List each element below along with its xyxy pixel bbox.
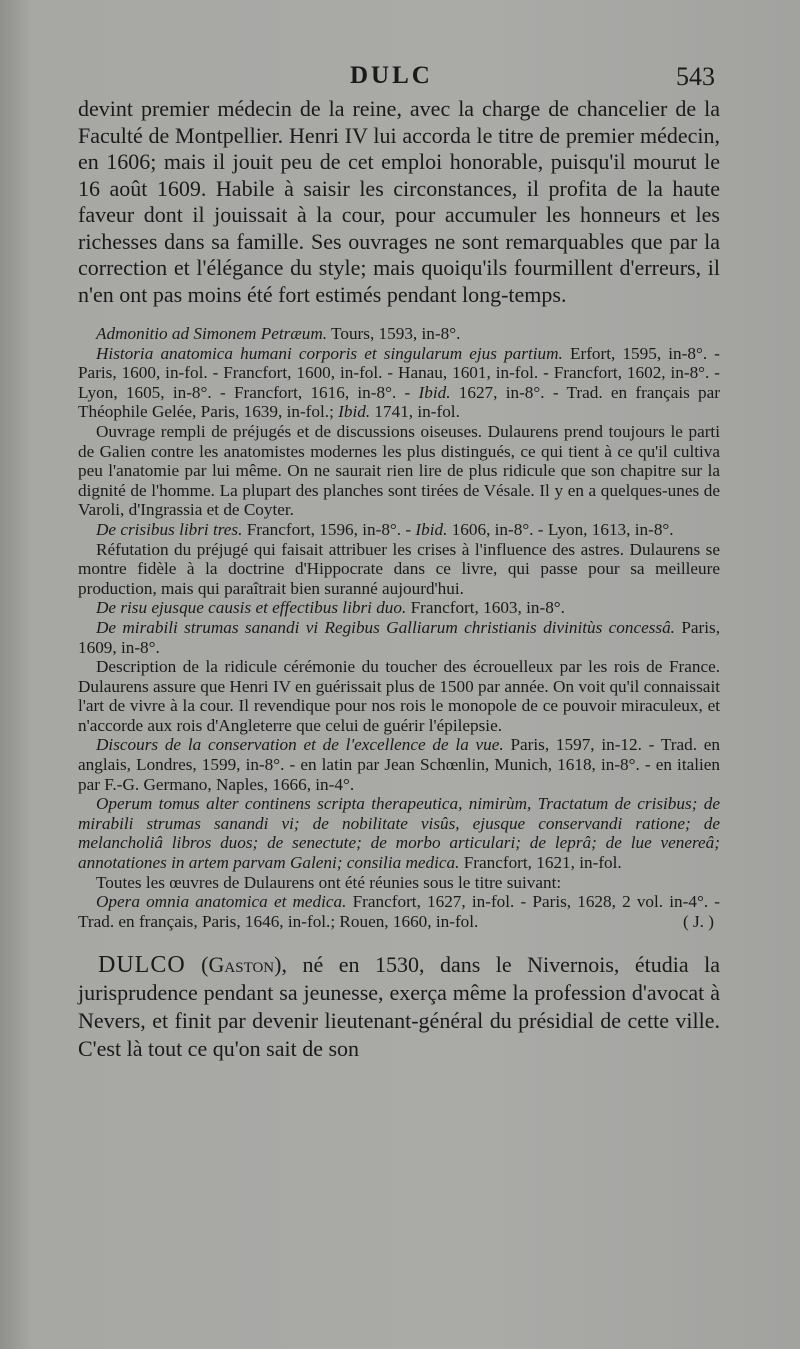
bibliography-entry xyxy=(78,735,720,794)
entry-title: Admonitio ad Simonem Petræum. xyxy=(96,324,328,343)
bibliography-entry xyxy=(78,520,720,540)
lead-paragraph: devint premier médecin de la reine, avec la charge de chancelier de la Faculté de Montpellier. Henri IV lui accorda le titre de premier médecin, en 1606; mais il jouit peu de cet emploi honorable, puisqu'il mourut le 16 août 1609. Habile à saisir les circonstances, il profita de la haute faveur dont il jouissait à la cour, pour accumuler les honneurs et les richesses dans sa famille. Ses ouvrages ne sont remarquables que par la correction et l'élégance du style; mais quoiqu'ils fourmillent d'erreurs, il n'en ont pas moins été fort estimés pendant long-temps. xyxy=(78,96,720,307)
entry-details: Francfort, 1621, in-fol. xyxy=(459,853,622,873)
page-number: 543 xyxy=(676,62,715,91)
bibliography-entry xyxy=(78,618,720,657)
entry-details: Francfort, 1603, in-8°. xyxy=(406,598,565,618)
bibliography-entry xyxy=(78,344,720,422)
entry-ibid: Ibid. xyxy=(338,402,371,422)
entry-ibid: Ibid. xyxy=(415,519,448,539)
entry-details: Paris, 1597, in-12. - Trad. en anglais, Londres, 1599, in-8°. - en latin par Jean Schœnlin, Munich, 1618, in-8°. - en italien par F.-G. Germano, Naples, 1666, in-4°. xyxy=(78,735,720,794)
entry-details: Paris, 1609, in-8°. xyxy=(78,617,720,657)
entry-details: Francfort, 1596, in-8°. - xyxy=(242,519,416,539)
entry-details: 1606, in-8°. - Lyon, 1613, in-8°. xyxy=(447,519,674,539)
bibliography-entry xyxy=(78,324,720,344)
entry-name: DULCO xyxy=(98,952,186,979)
entry-text: , né en 1530, dans le Nivernois, étudia la jurisprudence pendant sa jeunesse, exerça même la profession d'avocat à Nevers, et finit par devenir lieutenant-général du présidial de cette ville. C'est là tout ce qu'on sait de son xyxy=(78,952,720,1062)
entry-first-name: Gaston xyxy=(208,952,275,978)
entry-note: Description de la ridicule cérémonie du toucher des écrouelleux par les rois de France. Dulaurens assure que Henri IV en guérissait plus de 1500 par année. On voit qu'il connaissait l'art de vivre à la cour. Il revendique pour nos rois le monopole de ce pouvoir miraculeux, et n'accorde aux rois d'Angleterre que celui de guérir l'épilepsie. xyxy=(78,657,720,735)
entry-note: Toutes les œuvres de Dulaurens ont été réunies sous le titre suivant: xyxy=(96,872,562,892)
entry-note: Ouvrage rempli de préjugés et de discussions oiseuses. Dulaurens prend toujours le parti de Galien contre les anatomistes modernes les plus distingués, ce qui tient à ce qu'il cultiva peu l'anatomie par lui même. On ne saurait rien lire de plus ridicule que son chapitre sur la dignité de l'homme. La plupart des planches sont tirées de Vésale. Il y en a quelques-unes de Varoli, d'Ingrassia et de Coyter. xyxy=(78,421,720,520)
bibliography-entry xyxy=(78,794,720,872)
entry-ibid: Ibid. xyxy=(418,382,451,402)
entry-title: De crisibus libri tres. xyxy=(96,519,243,539)
entry-details: Erfort, 1595, in-8°. - Paris, 1600, in-fol. - Francfort, 1600, in-fol. - Hanau, 1601, in-fol. - Francfort, 1602, in-8°. - Lyon, 1605, in-8°. - Francfort, 1616, in-8°. - xyxy=(78,343,720,402)
entry-title: Historia anatomica humani corporis et singularum ejus partium. xyxy=(96,343,563,363)
body-text xyxy=(78,96,720,1063)
entry-details: Francfort, 1627, in-fol. - Paris, 1628, 2 vol. in-4°. - Trad. en français, Paris, 1646, in-fol.; Rouen, 1660, in-fol. xyxy=(78,892,721,931)
bibliography-entry xyxy=(78,598,720,618)
entry-title: Operum tomus alter continens scripta therapeutica, nimirùm, Tractatum de crisibus; de mirabili strumas sanandi vi; de nobilitate visûs, ejusque conservandi ratione; de melancholiâ libros duos; de senectute; de morbo articulari; de leprâ; de lue venereâ; annotationes in artem parvam Galeni; consilia medica. xyxy=(78,794,720,873)
entry-title: De risu ejusque causis et effectibus libri duo. xyxy=(96,598,407,618)
author-signature: ( J. ) xyxy=(682,911,714,931)
entry-details: Tours, 1593, in-8°. xyxy=(327,324,461,343)
entry-note: Réfutation du préjugé qui faisait attribuer les crises à l'influence des astres. Dulaurens se montre fidèle à la doctrine d'Hippocrate dans ce livre, qui passe pour sa meilleure production, mais qui paraîtrait bien suranné aujourd'hui. xyxy=(78,539,720,598)
entry-title: De mirabili strumas sanandi vi Regibus Galliarum christianis divinitùs concessâ. xyxy=(96,617,675,637)
entry-details: 1741, in-fol. xyxy=(370,402,460,422)
page-header xyxy=(0,62,800,94)
entry-title: Opera omnia anatomica et medica. xyxy=(96,892,347,912)
entry-details: 1627, in-8°. - Trad. en français par Théophile Gelée, Paris, 1639, in-fol.; xyxy=(78,382,720,422)
entry-title: Discours de la conservation et de l'excellence de la vue. xyxy=(96,735,504,755)
dulco-entry: DULCO (Gaston), né en 1530, dans le Nivernois, étudia la jurisprudence pendant sa jeunesse, exerça même la profession d'avocat à Nevers, et finit par devenir lieutenant-général du présidial de cette ville. C'est là tout ce qu'on sait de son xyxy=(78,952,720,1062)
running-title: DULC xyxy=(350,62,433,89)
